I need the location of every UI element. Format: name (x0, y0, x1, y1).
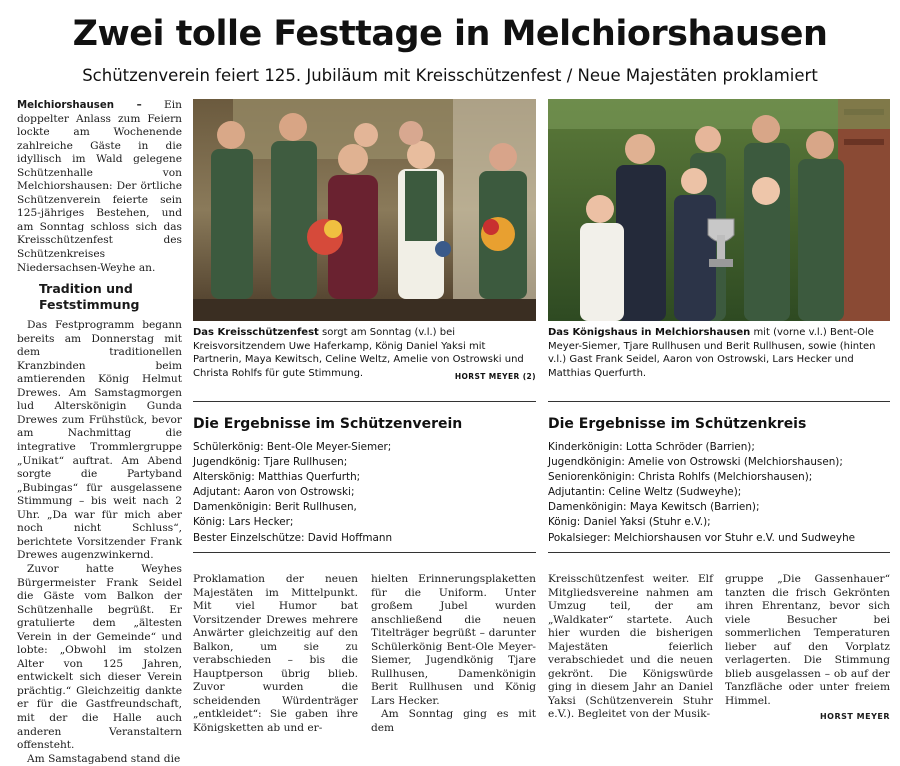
result-item: Alterskönig: Matthias Querfurth; (193, 471, 361, 484)
article-column-3 (371, 573, 536, 736)
results-kreis-top-rule (548, 401, 890, 402)
article-column-2 (193, 573, 358, 736)
caption-text: mit (vorne v.l.) Bent-Ole Meyer-Siemer, Tjare Rullhusen und Berit Rullhusen, sowie (hinten v.l.) Gast Frank Seidel, Aaron von Ostrowski, Lars Hecker und Matthias Querfurth. (548, 327, 876, 379)
article-column-4 (548, 573, 713, 722)
photo-right-caption (548, 326, 890, 380)
result-item: Seniorenkönigin: Christa Rohlfs (Melchiorshausen); (548, 471, 813, 484)
result-item: Jugendkönig: Tjare Rullhusen; (193, 456, 348, 469)
article-column-1 (17, 99, 182, 766)
caption-lead: Das Kreisschützenfest (193, 327, 319, 338)
body-paragraph: Zuvor hatte Weyhes Bürgermeister Frank Seidel die Gäste vom Balkon der Schützenhalle begrüßt. Er gratulierte dem „ältesten Verein in der Gemeinde“ und lobte: „Obwohl im stolzen Alter von 125 Jahren, entwickelt sich dieser Verein prächtig.“ Gleichzeitig dankte er für die Gastfreundschaft, mit der die Halle auch anderen Veranstaltern offensteht. (17, 562, 182, 752)
caption-text: sorgt am Sonntag (v.l.) bei Kreisvorsitzendem Uwe Haferkamp, König Daniel Yaksi mit Partnerin, Maya Kewitsch, Celine Weltz, Amelie von Ostrowski und Christa Rohlfs für gute Stimmung. (193, 327, 524, 379)
body-paragraph: hielten Erinnerungsplaketten für die Uniform. Unter großem Jubel wurden anschließend die neuen Titelträger begrüßt – darunter Schülerkönig Bent-Ole Meyer-Siemer, Jugendkönig Tjare Rullhusen, Damenkönigin Berit Rullhusen und König Lars Hecker. (371, 573, 536, 707)
lead-paragraph (17, 99, 182, 275)
body-paragraph: Das Festprogramm begann bereits am Donnerstag mit dem traditionellen Kranzbinden beim amtierenden König Helmut Drewes. Am Samstagmorgen lud Alterskönigin Gunda Drewes zum Frühstück, bevor am Nachmittag die integrative Trommlergruppe „Unikat“ auftrat. Am Abend sorgte die Partyband „Bubingas“ für ausgelassene Stimmung – bis weit nach 2 Uhr. „Da war für mich aber noch nicht Schluss“, berichtete Vorsitzender Frank Drewes augenzwinkernd. (17, 319, 182, 562)
author-byline: HORST MEYER (819, 712, 890, 722)
article-headline: Zwei tolle Festtage in Melchiorshausen (72, 14, 828, 54)
results-verein-top-rule (193, 401, 536, 402)
photo-left-caption (193, 326, 536, 383)
result-item: Bester Einzelschütze: David Hoffmann (193, 531, 393, 544)
article-subheadline: Schützenverein feiert 125. Jubiläum mit Kreisschützenfest / Neue Majestäten proklamiert (82, 66, 818, 85)
result-item: Pokalsieger: Melchiorshausen vor Stuhr e.V. und Sudweyhe (548, 531, 856, 544)
results-verein-title: Die Ergebnisse im Schützenverein (193, 416, 463, 432)
section-heading: Tradition und Feststimmung (39, 281, 140, 313)
result-item: Adjutant: Aaron von Ostrowski; (193, 486, 355, 499)
body-paragraph: Proklamation der neuen Majestäten im Mittelpunkt. Mit viel Humor bat Vorsitzender Drewes mehrere Anwärter gleichzeitig auf den Balkon, um sie zu verabschieden – bis die Hauptperson übrig blieb. Zuvor wurden die scheidenden Würdenträger „entkleidet“: Sie gaben ihre Königsketten ab und er- (193, 573, 358, 735)
result-item: Adjutantin: Celine Weltz (Sudweyhe); (548, 486, 742, 499)
photo-credit: HORST MEYER (2) (454, 371, 536, 381)
result-item: Kinderkönigin: Lotta Schröder (Barrien); (548, 441, 755, 453)
body-paragraph: gruppe „Die Gassenhauer“ tanzten die frisch Gekrönten ihren Ehrentanz, bevor sich viele Besucher bei sommerlichen Temperaturen lieber auf den Vorplatz verlagerten. Die Stimmung blieb ausgelassen – ob auf der Tanzfläche oder unter freiem Himmel. (725, 573, 890, 707)
dateline: Melchiorshausen – (17, 100, 142, 111)
results-verein-list (193, 440, 536, 546)
result-item: König: Lars Hecker; (193, 516, 294, 529)
body-paragraph: Am Samstagabend stand die (27, 752, 181, 765)
results-kreis-title: Die Ergebnisse im Schützenkreis (548, 416, 807, 432)
result-item: Schülerkönig: Bent-Ole Meyer-Siemer; (193, 441, 392, 453)
caption-lead: Das Königshaus in Melchiorshausen (548, 327, 751, 338)
result-item: Damenkönigin: Berit Rullhusen, (193, 501, 357, 514)
results-kreis-bottom-rule (548, 552, 890, 553)
results-kreis-list (548, 440, 890, 546)
result-item: Jugendkönigin: Amelie von Ostrowski (Melchiorshausen); (548, 456, 843, 469)
photo-kreisschuetzenfest (193, 99, 536, 321)
article-column-5 (725, 573, 890, 724)
results-verein-bottom-rule (193, 552, 536, 553)
photo-koenigshaus (548, 99, 890, 321)
result-item: Damenkönigin: Maya Kewitsch (Barrien); (548, 501, 760, 514)
result-item: König: Daniel Yaksi (Stuhr e.V.); (548, 516, 711, 529)
lead-text: Ein doppelter Anlass zum Feiern lockte am Wochenende zahlreiche Gäste in die idyllisch im Wald gelegene Schützenhalle von Melchiorshausen: Der örtliche Schützenverein feierte sein 125-jähriges Bestehen, und am Sonntag schloss sich das Kreisschützenfest des Schützenkreises Niedersachsen-Weyhe an. (17, 99, 182, 274)
body-paragraph: Am Sonntag ging es mit dem (371, 708, 536, 735)
body-paragraph: Kreisschützenfest weiter. Elf Mitgliedsvereine nahmen am Umzug teil, der am „Waldkater“ startete. Auch hier wurden die bisherigen Majestäten feierlich verabschiedet und die neuen gekrönt. Die Königswürde ging in diesem Jahr an Daniel Yaksi (Schützenverein Stuhr e.V.). Begleitet von der Musik- (548, 573, 713, 721)
